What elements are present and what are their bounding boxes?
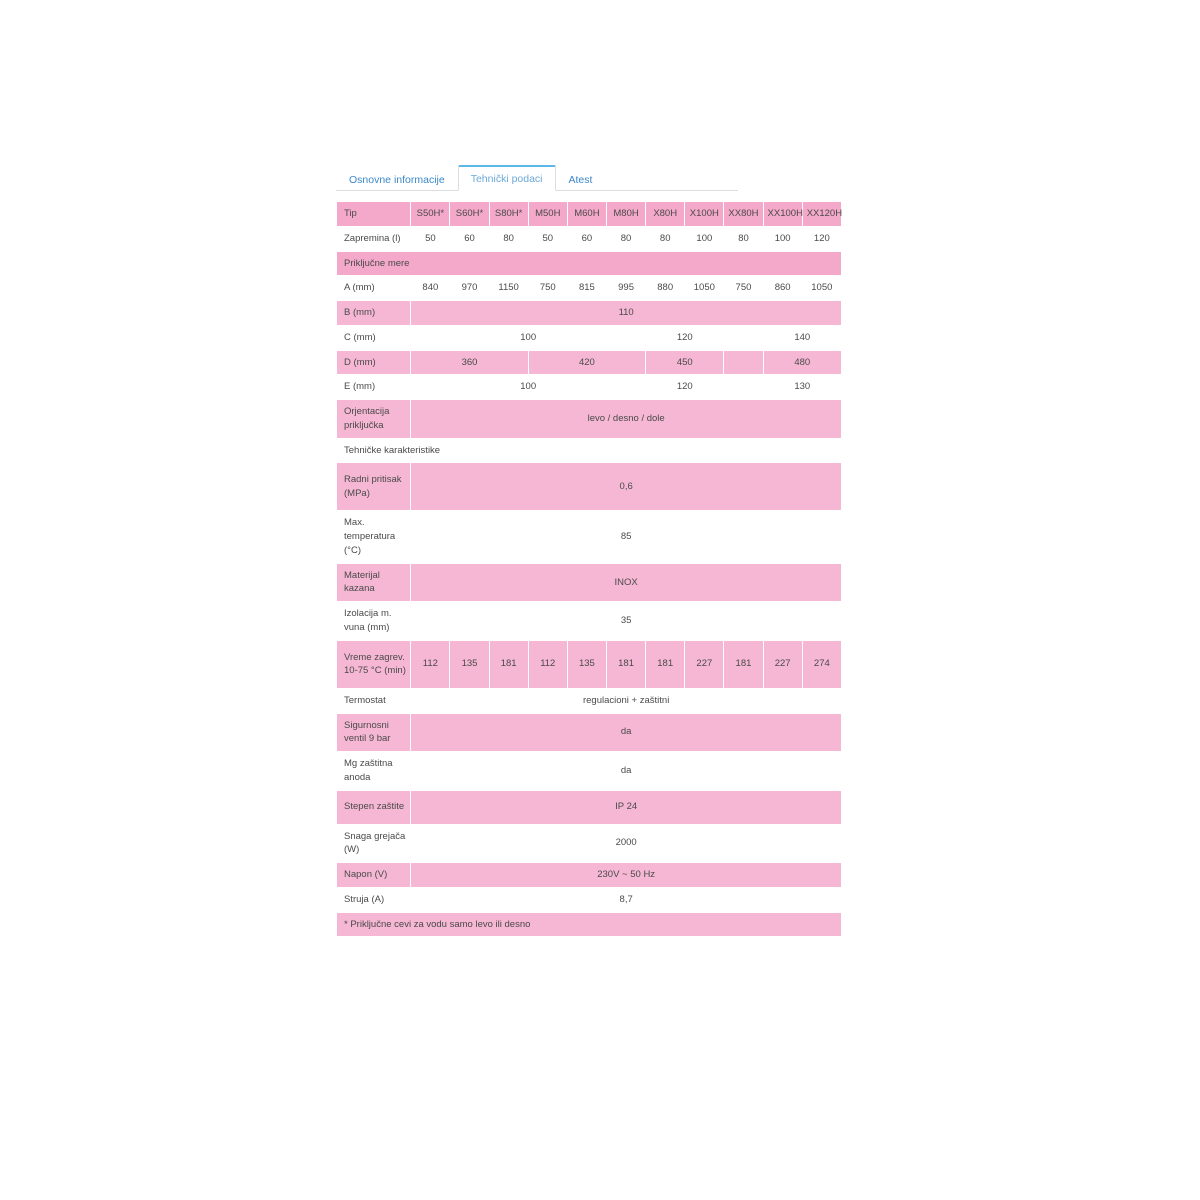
row-label: C (mm) [337, 325, 411, 350]
footnote-cell: * Priključne cevi za vodu samo levo ili desno [337, 912, 842, 937]
tab-atest[interactable]: Atest [568, 173, 593, 186]
table-cell: 181 [724, 640, 763, 688]
header-cell: S80H* [489, 202, 528, 227]
table-cell: 970 [450, 276, 489, 301]
table-cell: da [411, 752, 842, 791]
table-cell: 100 [763, 226, 802, 251]
table-cell: 130 [763, 375, 841, 400]
footnote-row [337, 912, 842, 937]
table-cell: 1050 [685, 276, 724, 301]
table-cell: 120 [646, 375, 724, 400]
table-cell: 750 [528, 276, 567, 301]
table-cell: 181 [646, 640, 685, 688]
table-cell: 110 [411, 301, 842, 326]
table-cell: 120 [646, 325, 724, 350]
table-cell [724, 375, 763, 400]
row-label: Materijal kazana [337, 563, 411, 602]
table-cell: 135 [450, 640, 489, 688]
table-cell: 80 [646, 226, 685, 251]
table-row [337, 602, 842, 641]
table-cell: 80 [606, 226, 645, 251]
row-label: E (mm) [337, 375, 411, 400]
table-row [337, 350, 842, 375]
table-row [337, 400, 842, 439]
table-cell: 135 [567, 640, 606, 688]
table-row [337, 563, 842, 602]
table-cell: 140 [763, 325, 841, 350]
header-cell: X80H [646, 202, 685, 227]
row-label: Max. temperatura (°C) [337, 511, 411, 563]
table-cell: IP 24 [411, 790, 842, 824]
section-label: Tehničke karakteristike [337, 438, 646, 463]
product-spec-panel [336, 160, 842, 937]
table-row [337, 863, 842, 888]
table-cell [724, 325, 763, 350]
row-label: Stepen zaštite [337, 790, 411, 824]
row-label: Snaga grejača (W) [337, 824, 411, 863]
row-label: A (mm) [337, 276, 411, 301]
table-cell: 50 [528, 226, 567, 251]
table-row [337, 325, 842, 350]
table-row [337, 226, 842, 251]
table-cell [724, 350, 763, 375]
row-label: Termostat [337, 688, 411, 713]
table-cell: 815 [567, 276, 606, 301]
row-label: Vreme zagrev. 10-75 °C (min) [337, 640, 411, 688]
table-cell: 60 [450, 226, 489, 251]
row-label: Napon (V) [337, 863, 411, 888]
tab-tehnicki-podaci[interactable]: Tehnički podaci [458, 165, 556, 192]
table-row [337, 688, 842, 713]
header-cell-tip: Tip [337, 202, 411, 227]
table-cell: 60 [567, 226, 606, 251]
header-cell: M50H [528, 202, 567, 227]
table-row [337, 790, 842, 824]
table-cell: 112 [528, 640, 567, 688]
table-cell: regulacioni + zaštitni [411, 688, 842, 713]
table-cell: 80 [724, 226, 763, 251]
header-cell: XX80H [724, 202, 763, 227]
table-cell: 480 [763, 350, 841, 375]
table-cell: 450 [646, 350, 724, 375]
table-section-row [337, 251, 842, 276]
table-cell: da [411, 713, 842, 752]
header-cell: S60H* [450, 202, 489, 227]
table-cell: 274 [802, 640, 841, 688]
header-cell: XX120H [802, 202, 841, 227]
row-label: Mg zaštitna anoda [337, 752, 411, 791]
table-cell: 1050 [802, 276, 841, 301]
table-cell: 100 [411, 375, 646, 400]
table-header-row [337, 202, 842, 227]
header-cell: M60H [567, 202, 606, 227]
table-cell: 420 [528, 350, 645, 375]
table-cell: levo / desno / dole [411, 400, 842, 439]
table-cell: 181 [606, 640, 645, 688]
table-cell: 995 [606, 276, 645, 301]
row-label: Struja (A) [337, 887, 411, 912]
header-cell: X100H [685, 202, 724, 227]
tab-osnovne-informacije[interactable]: Osnovne informacije [349, 173, 445, 186]
section-filler [646, 438, 842, 463]
table-cell: 750 [724, 276, 763, 301]
table-cell: 50 [411, 226, 450, 251]
table-cell: 227 [763, 640, 802, 688]
table-row [337, 301, 842, 326]
table-row [337, 511, 842, 563]
table-cell: 100 [685, 226, 724, 251]
table-row [337, 752, 842, 791]
table-row [337, 887, 842, 912]
row-label: D (mm) [337, 350, 411, 375]
table-cell: 227 [685, 640, 724, 688]
table-foot [337, 912, 842, 937]
tab-bar [336, 160, 738, 191]
table-cell: 2000 [411, 824, 842, 863]
table-cell: 112 [411, 640, 450, 688]
table-cell: 880 [646, 276, 685, 301]
table-row [337, 713, 842, 752]
table-cell: 230V ~ 50 Hz [411, 863, 842, 888]
table-cell: 120 [802, 226, 841, 251]
table-cell: 100 [411, 325, 646, 350]
table-cell: 181 [489, 640, 528, 688]
section-label: Priključne mere [337, 251, 842, 276]
table-cell: 0,6 [411, 463, 842, 511]
header-cell: M80H [606, 202, 645, 227]
table-cell: 8,7 [411, 887, 842, 912]
technical-data-table [336, 201, 842, 937]
table-row [337, 824, 842, 863]
table-cell: INOX [411, 563, 842, 602]
row-label: Sigurnosni ventil 9 bar [337, 713, 411, 752]
table-section-row [337, 438, 842, 463]
header-cell: XX100H [763, 202, 802, 227]
row-label: Izolacija m. vuna (mm) [337, 602, 411, 641]
row-label: Orjentacija priključka [337, 400, 411, 439]
table-cell: 85 [411, 511, 842, 563]
table-cell: 860 [763, 276, 802, 301]
table-row [337, 276, 842, 301]
table-cell: 1150 [489, 276, 528, 301]
row-label: Zapremina (l) [337, 226, 411, 251]
table-cell: 840 [411, 276, 450, 301]
table-row [337, 640, 842, 688]
row-label: Radni pritisak (MPa) [337, 463, 411, 511]
table-cell: 35 [411, 602, 842, 641]
table-body [337, 202, 842, 913]
row-label: B (mm) [337, 301, 411, 326]
header-cell: S50H* [411, 202, 450, 227]
table-row [337, 375, 842, 400]
table-cell: 80 [489, 226, 528, 251]
table-cell: 360 [411, 350, 528, 375]
table-row [337, 463, 842, 511]
